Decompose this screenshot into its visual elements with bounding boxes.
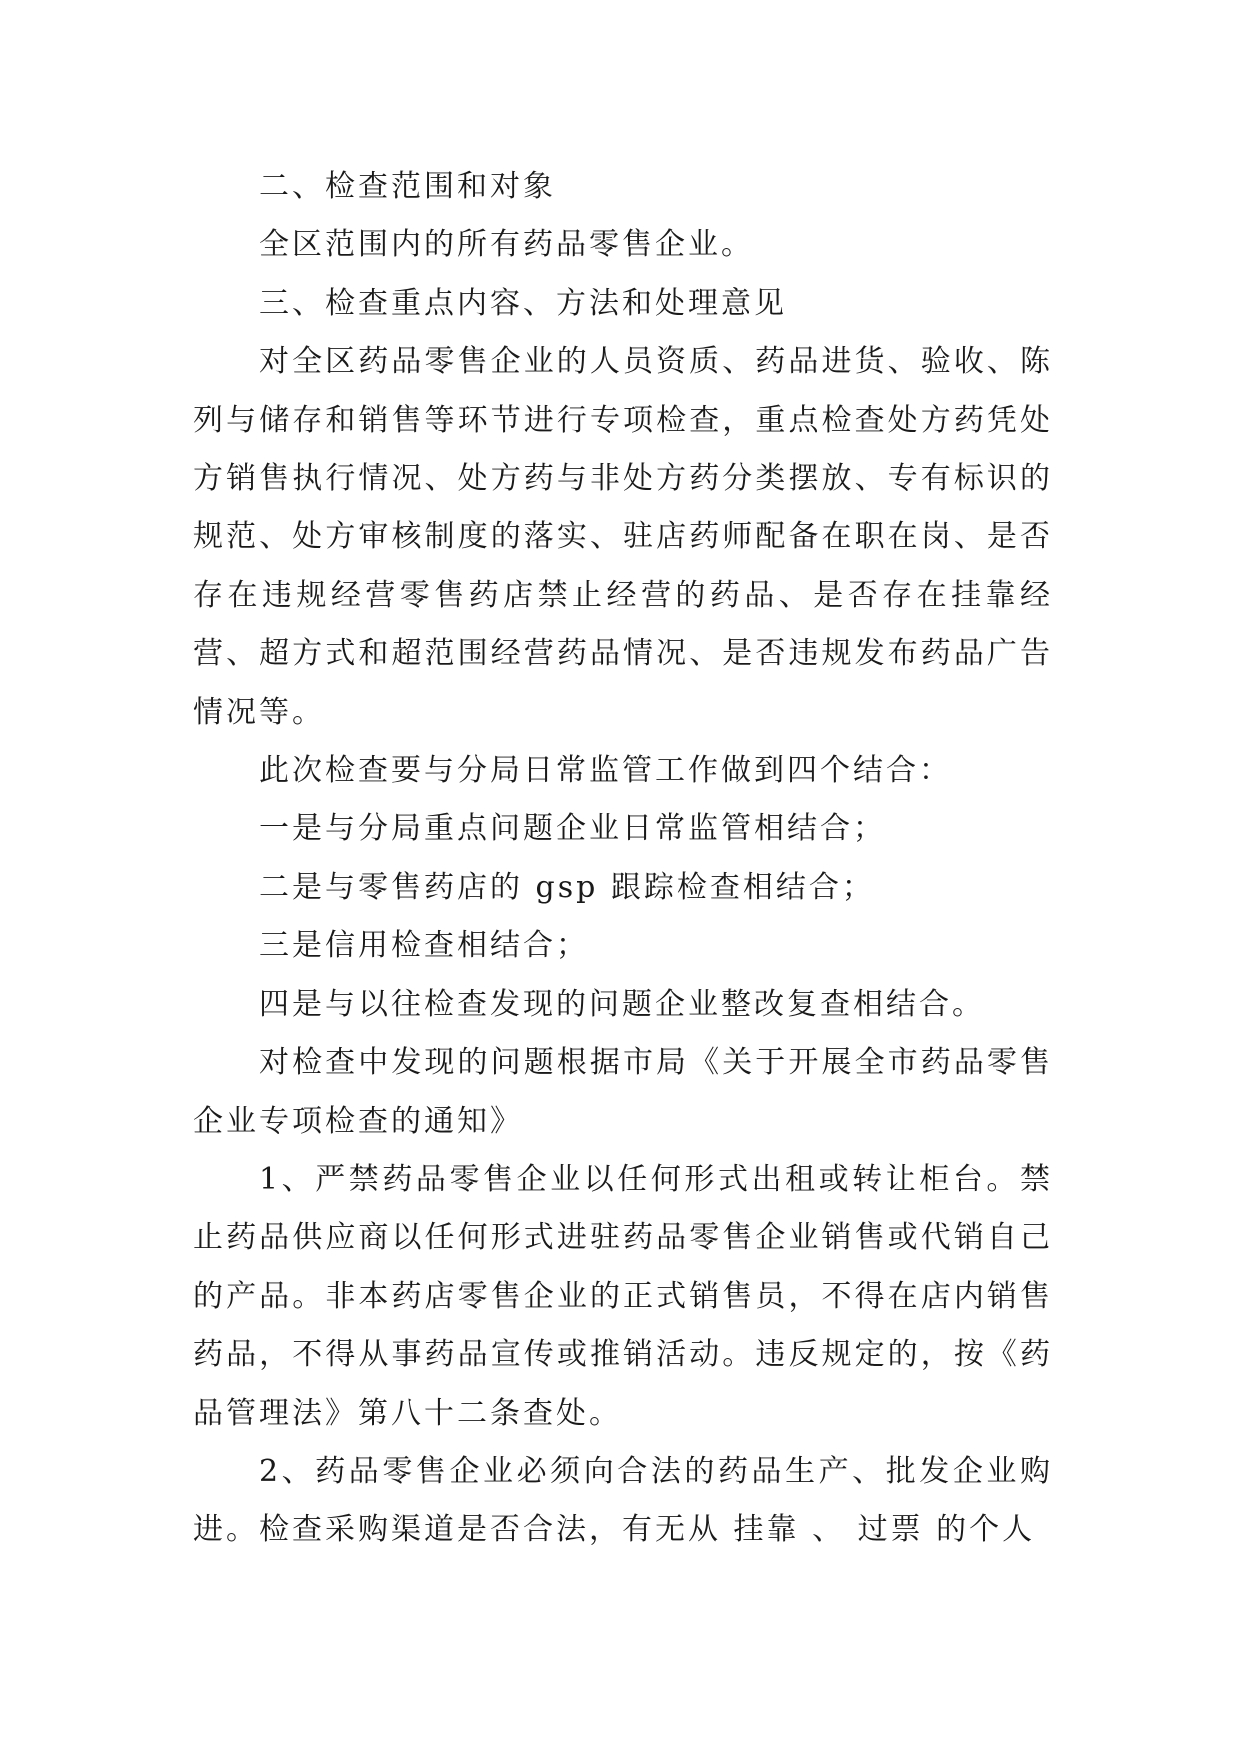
paragraph-four-combinations: 此次检查要与分局日常监管工作做到四个结合： xyxy=(259,753,952,789)
paragraph-rule-1: 1、严禁药品零售企业以任何形式出租或转让柜台。禁止药品供应商以任何形式进驻药品零售企业销售或代销自己的产品。非本药店零售企业的正式销售员，不得在店内销售药品，不得从事药品宣传或推销活动。违反规定的，按《药品管理法》第八十二条查处。 xyxy=(193,1161,1053,1431)
list-item-combination-2: 二是与零售药店的 gsp 跟踪检查相结合； xyxy=(259,869,875,905)
section-heading-scope: 二、检查范围和对象 xyxy=(259,169,556,204)
paragraph-notice-reference: 对检查中发现的问题根据市局《关于开展全市药品零售企业专项检查的通知》 xyxy=(193,1045,1053,1139)
list-item-combination-3: 三是信用检查相结合； xyxy=(259,928,589,964)
paragraph-scope: 全区范围内的所有药品零售企业。 xyxy=(259,227,754,263)
list-item-combination-4: 四是与以往检查发现的问题企业整改复查相结合。 xyxy=(259,986,985,1022)
list-item-combination-1: 一是与分局重点问题企业日常监管相结合； xyxy=(259,811,886,847)
paragraph-inspection-items: 对全区药品零售企业的人员资质、药品进货、验收、陈列与储存和销售等环节进行专项检查，重点检查处方药凭处方销售执行情况、处方药与非处方药分类摆放、专有标识的规范、处方审核制度的落实、驻店药师配备在职在岗、是否存在违规经营零售药店禁止经营的药品、是否存在挂靠经营、超方式和超范围经营药品情况、是否违规发布药品广告情况等。 xyxy=(193,344,1053,730)
paragraph-rule-2: 2、药品零售企业必须向合法的药品生产、批发企业购进。检查采购渠道是否合法，有无从 挂靠 、 过票 的个人 xyxy=(193,1453,1053,1548)
document-body xyxy=(193,158,1053,1560)
section-heading-key-content: 三、检查重点内容、方法和处理意见 xyxy=(259,285,787,321)
